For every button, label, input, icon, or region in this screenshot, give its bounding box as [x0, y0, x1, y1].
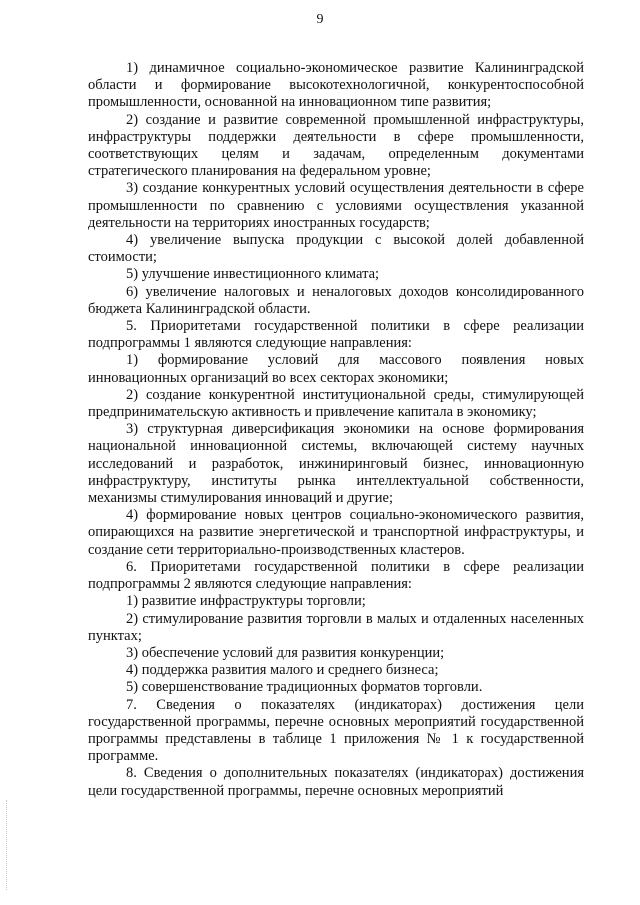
section-5-heading: 5. Приоритетами государственной политики в сфере реализации подпрограммы 1 являются следующие направления: [88, 318, 584, 352]
paragraph-sub1-item-4: 4) формирование новых центров социально-экономического развития, опирающихся на развитие энергетической и транспортной инфраструктуры, и создание сети территориально-производственных кластеров. [88, 507, 584, 558]
page-number: 9 [316, 12, 324, 27]
document-body [88, 60, 584, 800]
paragraph-sub2-item-3: 3) обеспечение условий для развития конкуренции; [126, 644, 445, 661]
paragraph-sub1-item-1: 1) формирование условий для массового появления новых инновационных организаций во всех секторах экономики; [88, 352, 584, 386]
paragraph-sub1-item-3: 3) структурная диверсификация экономики на основе формирования национальной инновационной системы, включающей систему научных исследований и разработок, инжиниринговый бизнес, инновационную инфраструктуру, институты рынка интеллектуальной собственности, механизмы стимулирования инноваций и другие; [88, 421, 584, 507]
paragraph-goal-1: 1) динамичное социально-экономическое развитие Калининградской области и формирование высокотехнологичной, конкурентоспособной промышленности, основанной на инновационном типе развития; [88, 60, 584, 111]
section-7-paragraph: 7. Сведения о показателях (индикаторах) достижения цели государственной программы, перечне основных мероприятий государственной программы представлены в таблице 1 приложения № 1 к государственной программе. [88, 696, 584, 765]
paragraph-sub2-item-4: 4) поддержка развития малого и среднего бизнеса; [126, 662, 439, 679]
paragraph-sub1-item-2: 2) создание конкурентной институциональной среды, стимулирующей предпринимательскую активность и привлечение капитала в экономику; [88, 386, 584, 421]
paragraph-goal-2: 2) создание и развитие современной промышленной инфраструктуры, инфраструктуры поддержки деятельности в сфере промышленности, соответствующих целям и задачам, определенным документами стратегического планирования на федеральном уровне; [88, 111, 584, 180]
paragraph-goal-4: 4) увеличение выпуска продукции с высокой долей добавленной стоимости; [88, 232, 584, 266]
section-8-paragraph: 8. Сведения о дополнительных показателях (индикаторах) достижения цели государственной программы, перечне основных мероприятий [88, 765, 584, 799]
paragraph-goal-6: 6) увеличение налоговых и неналоговых доходов консолидированного бюджета Калининградской области. [88, 283, 584, 317]
paragraph-sub2-item-1: 1) развитие инфраструктуры торговли; [126, 593, 366, 610]
paragraph-sub2-item-2: 2) стимулирование развития торговли в малых и отдаленных населенных пунктах; [88, 610, 584, 644]
scan-margin-mark [6, 800, 9, 890]
paragraph-sub2-item-5: 5) совершенствование традиционных форматов торговли. [126, 679, 483, 696]
section-6-heading: 6. Приоритетами государственной политики в сфере реализации подпрограммы 2 являются следующие направления: [88, 558, 584, 593]
paragraph-goal-3: 3) создание конкурентных условий осуществления деятельности в сфере промышленности по сравнению с условиями осуществления указанной деятельности на территориях иностранных государств; [88, 180, 584, 231]
paragraph-goal-5: 5) улучшение инвестиционного климата; [126, 266, 380, 283]
